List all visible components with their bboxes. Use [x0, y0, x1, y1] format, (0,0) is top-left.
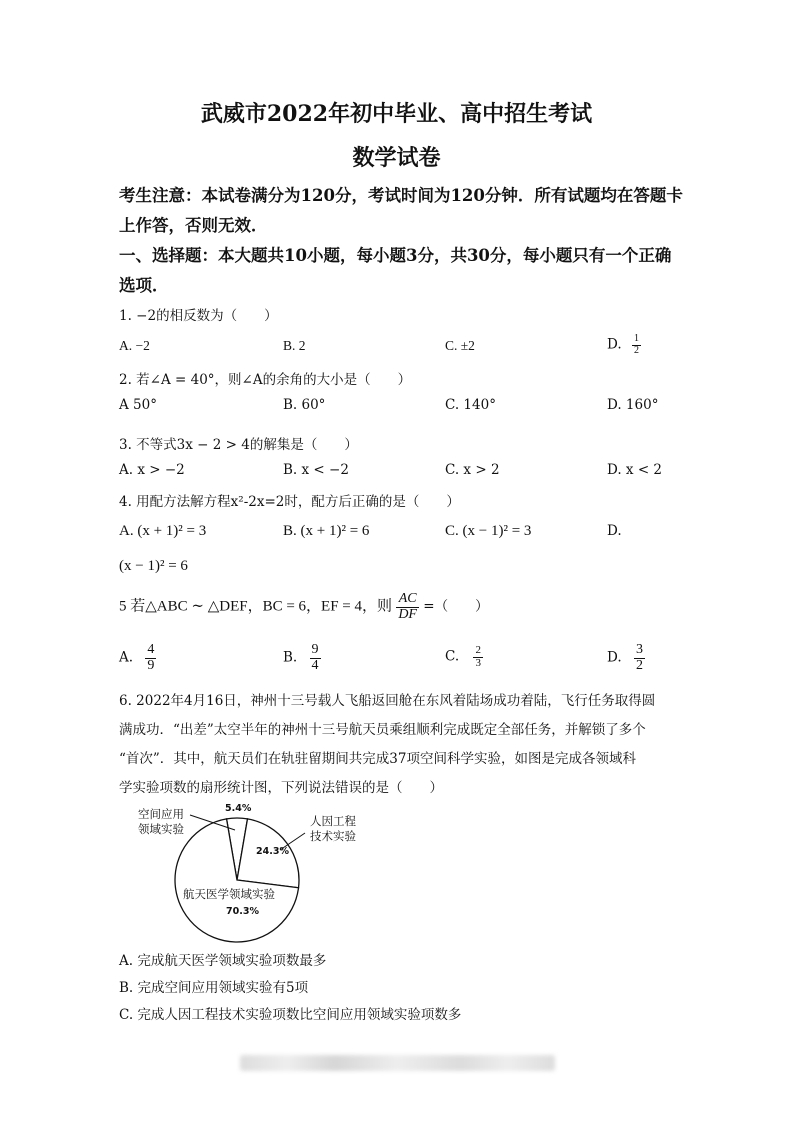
q5-stem-prefix: 5 若△ABC ∼ △DEF，BC = 6，EF = 4，则	[119, 598, 393, 615]
q5-c-den: 3	[475, 656, 481, 669]
q6-line3: “首次”．其中，航天员们在轨驻留期间共完成37项空间科学实验，如图是完成各领域科	[119, 751, 636, 767]
q4-option-d: D.	[607, 523, 622, 539]
q1-stem: 1. −2的相反数为（ ）	[119, 308, 278, 324]
pie-chart	[120, 800, 380, 945]
q2-stem: 2. 若∠A = 40°，则∠A的余角的大小是（ ）	[119, 372, 412, 388]
q5-d-fraction	[634, 643, 645, 673]
q2-option-b: B. 60°	[283, 397, 326, 413]
q3-stem: 3. 不等式3x − 2 > 4的解集是（ ）	[119, 437, 358, 453]
q5-d-den: 2	[635, 657, 643, 673]
page-subtitle: 数学试卷	[352, 145, 441, 171]
q2-option-d: D. 160°	[607, 397, 659, 413]
space-label-line2: 领域实验	[138, 822, 184, 836]
q6-line4: 学实验项数的扇形统计图，下列说法错误的是（ ）	[119, 780, 443, 796]
q5-stem-fraction	[396, 592, 419, 622]
q5-b-label: B.	[283, 649, 298, 666]
q5-c-num: 2	[475, 644, 481, 656]
q6-option-c: C. 完成人因工程技术实验项数比空间应用领域实验项数多	[119, 1007, 462, 1023]
human-label-line1: 人因工程	[310, 814, 356, 828]
q1-d-fraction	[632, 334, 641, 356]
q5-c-fraction	[473, 645, 483, 669]
q5-option-b	[283, 643, 321, 673]
q3-option-c: C. x > 2	[445, 462, 500, 478]
notice-line1: 考生注意：本试卷满分为120分，考试时间为120分钟．所有试题均在答题卡	[119, 186, 683, 205]
section1-line1: 一、选择题：本大题共10小题，每小题3分，共30分，每小题只有一个正确	[119, 246, 672, 265]
q1-d-num: 1	[633, 333, 639, 344]
human-label-line2: 技术实验	[310, 829, 356, 843]
q5-stem	[119, 592, 489, 622]
q3-option-b: B. x < −2	[283, 462, 349, 478]
q5-c-label: C.	[445, 648, 460, 665]
human-pct-label: 24.3%	[256, 846, 289, 857]
section1-line2: 选项．	[119, 276, 169, 295]
q4-stem: 4. 用配方法解方程x²-2x=2时，配方后正确的是（ ）	[119, 494, 460, 510]
q1-option-b: B. 2	[283, 338, 306, 353]
q6-option-a: A. 完成航天医学领域实验项数最多	[119, 953, 327, 969]
page-title: 武威市2022年初中毕业、高中招生考试	[200, 101, 593, 127]
q3-option-d: D. x < 2	[607, 462, 663, 478]
q5-d-num: 3	[635, 642, 643, 657]
q4-option-c: C. (x − 1)² = 3	[445, 523, 532, 539]
q1-d-den: 2	[633, 344, 639, 356]
q4-option-d-expr: (x − 1)² = 6	[119, 558, 188, 574]
q5-option-d	[607, 643, 645, 673]
q6-line2: 满成功．“出差”太空半年的神州十三号航天员乘组顺利完成既定全部任务，并解锁了多个	[119, 722, 646, 738]
q4-option-b: B. (x + 1)² = 6	[283, 523, 370, 539]
q4-option-a: A. (x + 1)² = 3	[119, 523, 207, 539]
q5-b-fraction	[310, 643, 321, 673]
q5-option-a	[119, 643, 156, 673]
q5-a-fraction	[145, 643, 156, 673]
q5-a-den: 9	[147, 657, 155, 673]
q2-option-a: A 50°	[119, 397, 157, 413]
q5-a-num: 4	[147, 642, 155, 657]
q3-option-a: A. x > −2	[119, 462, 185, 478]
q5-d-label: D.	[607, 649, 622, 666]
space-label-line1: 空间应用	[138, 807, 184, 821]
q5-b-den: 4	[311, 657, 319, 673]
q5-frac-num: AC	[396, 592, 419, 608]
med-pct-label: 70.3%	[226, 906, 259, 917]
q1-d-label: D.	[607, 336, 622, 353]
q5-a-label: A.	[119, 649, 134, 666]
q6-option-b: B. 完成空间应用领域实验有5项	[119, 980, 309, 996]
space-pct-label: 5.4%	[225, 803, 252, 814]
med-label: 航天医学领域实验	[183, 887, 275, 901]
q1-option-d	[607, 334, 641, 356]
q5-stem-suffix: =（ ）	[423, 598, 489, 615]
q2-option-c: C. 140°	[445, 397, 496, 413]
q6-line1: 6. 2022年4月16日，神州十三号载人飞船返回舱在东风着陆场成功着陆，飞行任务取得圆	[119, 693, 656, 709]
q5-frac-den: DF	[398, 606, 417, 622]
q1-option-a: A. −2	[119, 338, 150, 353]
q5-b-num: 9	[311, 642, 319, 657]
q1-option-c: C. ±2	[445, 338, 475, 353]
q5-option-c	[445, 645, 483, 669]
notice-line2: 上作答，否则无效．	[119, 216, 268, 235]
blurred-footer	[240, 1055, 555, 1071]
